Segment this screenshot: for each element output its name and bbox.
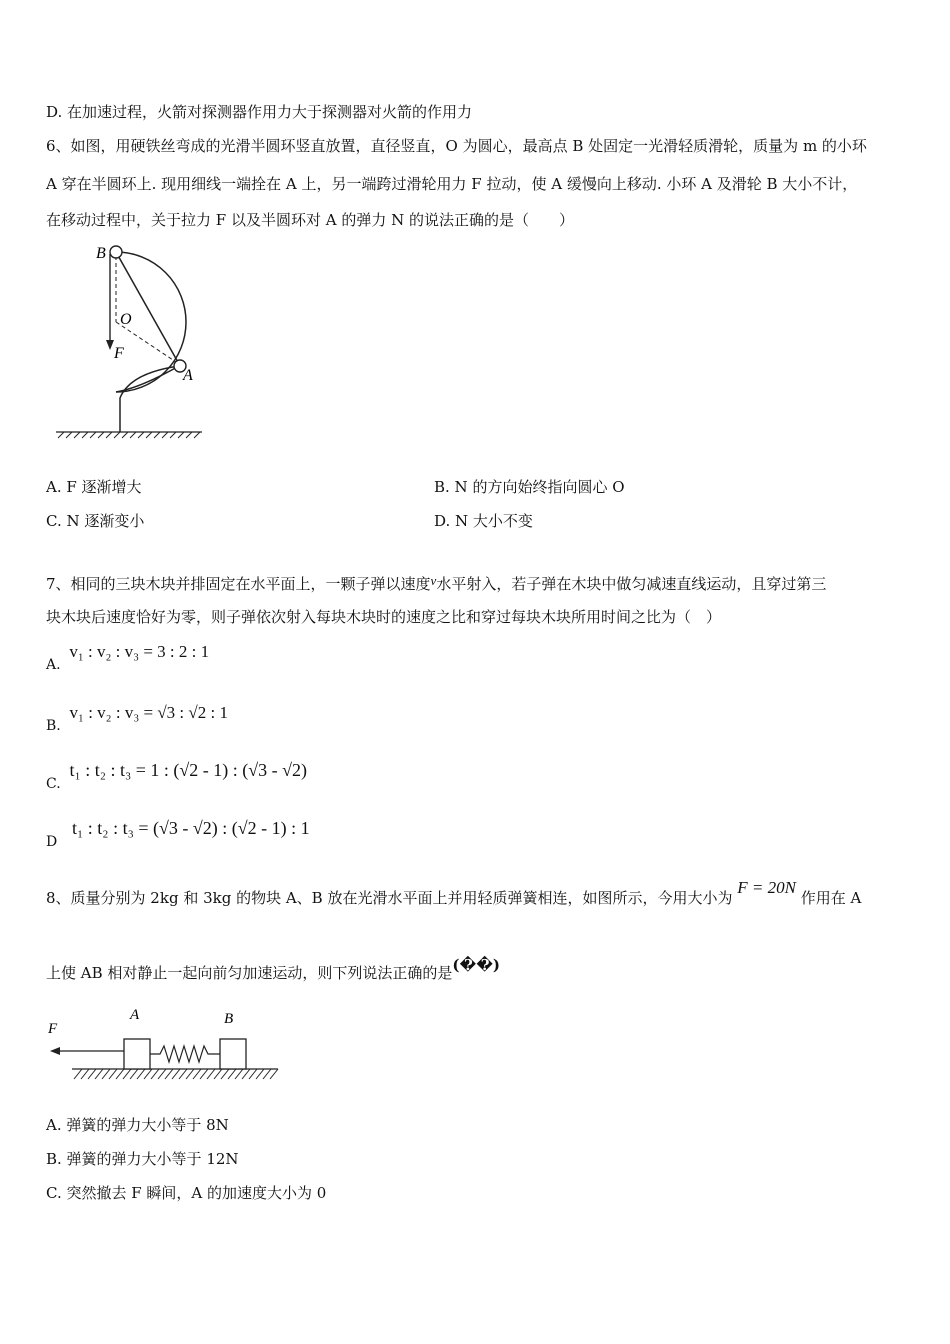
label-b: B <box>96 245 106 262</box>
label-o: O <box>120 311 132 328</box>
label-a: A <box>130 1007 140 1023</box>
q6-option-a: A. F 逐渐增大 <box>46 478 142 496</box>
block-b <box>220 1039 246 1069</box>
label-f: F <box>48 1021 58 1037</box>
q5-option-d: D. 在加速过程，火箭对探测器作用力大于探测器对火箭的作用力 <box>46 103 473 121</box>
q7-stem-line1: 7、相同的三块木块并排固定在水平面上，一颗子弹以速度v水平射入，若子弹在木块中做匀减速直线运动，且穿过第三 <box>46 573 827 593</box>
q8-option-b: B. 弹簧的弹力大小等于 12N <box>46 1150 239 1168</box>
force-f-arrowhead <box>50 1047 60 1055</box>
q7-option-a: A. v₁ : v₂ : v₃ = 3 : 2 : 1 <box>46 642 210 673</box>
ground-hatching <box>74 1069 278 1079</box>
q8-option-a: A. 弹簧的弹力大小等于 8N <box>46 1116 229 1134</box>
label-a: A <box>183 367 193 384</box>
pulley-b <box>110 246 122 258</box>
q6-option-b: B. N 的方向始终指向圆心 O <box>434 478 625 496</box>
q6-option-c: C. N 逐渐变小 <box>46 512 145 530</box>
label-b: B <box>224 1011 234 1027</box>
label-f: F <box>114 345 124 362</box>
support-stem <box>120 366 179 432</box>
force-f-arrowhead <box>106 340 114 350</box>
q7-option-d: D t₁ : t₂ : t₃ = (√3 - √2) : (√2 - 1) : 1 <box>46 818 310 850</box>
q6-stem-line3: 在移动过程中，关于拉力 F 以及半圆环对 A 的弹力 N 的说法正确的是（ ） <box>46 211 574 229</box>
string-b-to-a <box>116 252 179 364</box>
q7-stem-line2: 块木块后速度恰好为零，则子弹依次射入每块木块时的速度之比和穿过每块木块所用时间之比为（ ） <box>46 608 722 626</box>
q6-option-d: D. N 大小不变 <box>434 512 533 530</box>
q8-stem-line1: 8、质量分别为 2kg 和 3kg 的物块 A、B 放在光滑水平面上并用轻质弹簧相连，如图所示，今用大小为 F = 20N 作用在 A <box>46 878 862 907</box>
q6-semicircle-figure <box>50 238 210 443</box>
radius-o-to-a <box>116 322 179 364</box>
q7-option-b: B. v₁ : v₂ : v₃ = √3 : √2 : 1 <box>46 703 228 734</box>
q7-option-c: C. t₁ : t₂ : t₃ = 1 : (√2 - 1) : (√3 - √2) <box>46 760 308 792</box>
q8-stem-line2: 上使 AB 相对静止一起向前匀加速运动，则下列说法正确的是(��) <box>46 956 500 982</box>
q8-option-c: C. 突然撤去 F 瞬间，A 的加速度大小为 0 <box>46 1184 327 1202</box>
spring <box>150 1046 220 1062</box>
block-a <box>124 1039 150 1069</box>
q6-stem-line1: 6、如图，用硬铁丝弯成的光滑半圆环竖直放置，直径竖直，O 为圆心，最高点 B 处固定一光滑轻质滑轮，质量为 m 的小环 <box>46 137 867 155</box>
ground-hatching <box>58 432 200 438</box>
q8-blocks-spring-figure <box>44 1005 284 1087</box>
q6-stem-line2: A 穿在半圆环上. 现用细线一端拴在 A 上，另一端跨过滑轮用力 F 拉动，使 A 缓慢向上移动. 小环 A 及滑轮 B 大小不计， <box>46 175 858 193</box>
